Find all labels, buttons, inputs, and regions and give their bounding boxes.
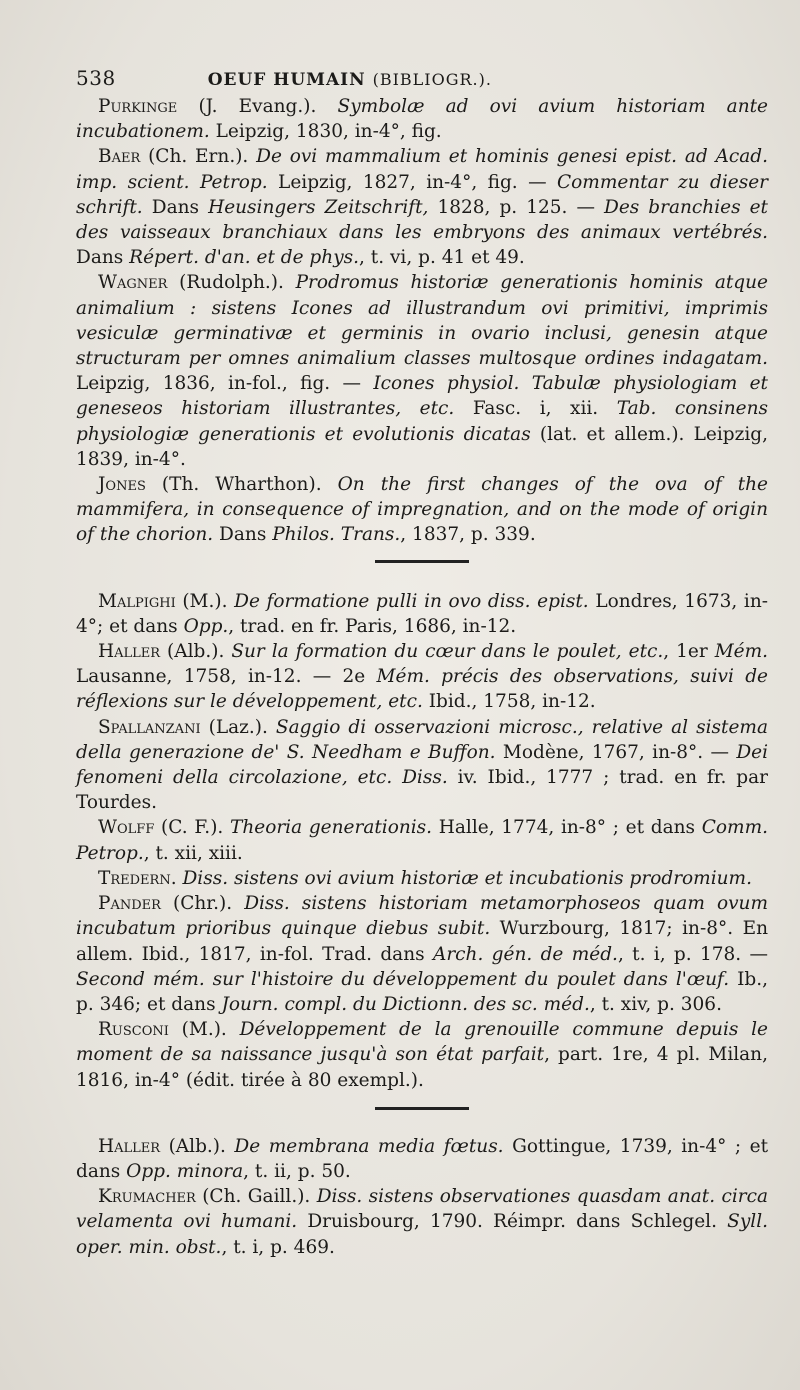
- entry-title: Dei fenomeni della circolazione, etc. Diss.: [76, 741, 769, 789]
- entry-text: (C. F.).: [154, 817, 230, 839]
- entry-title: Arch. gén. de méd.: [432, 943, 618, 965]
- entry-text: (J. Evang.).: [177, 96, 338, 117]
- entry-text: (M.).: [175, 590, 235, 612]
- entry-text: , trad. en fr. Paris, 1686, in-12.: [228, 615, 517, 637]
- entry-text: Ib., p. 346; et dans: [76, 968, 768, 1015]
- entry-text: (Alb.).: [160, 641, 232, 663]
- entry-text: Dans: [76, 247, 130, 269]
- bibliography-entry: [76, 472, 768, 548]
- entry-author: Haller: [98, 1135, 161, 1157]
- running-head-title: OEUF HUMAIN: [207, 70, 366, 90]
- entry-title: Diss. sistens ovi avium historiæ et incubationis prodromium.: [182, 867, 752, 889]
- entry-title: Heusingers Zeitschrift,: [208, 196, 429, 218]
- entry-author: Jones: [98, 474, 146, 496]
- bibliography-section-3: [76, 1134, 768, 1260]
- entry-title: De formatione pulli in ovo diss. epist.: [234, 590, 589, 612]
- entry-author: Tredern: [98, 867, 171, 889]
- entry-text: , t. i, p. 469.: [221, 1236, 335, 1258]
- entry-title: Syll. oper. min. obst.: [76, 1211, 768, 1258]
- entry-text: iv. Ibid., 1777 ; trad. en fr. par Tourdes.: [76, 767, 769, 814]
- entry-text: (Th. Wharthon).: [145, 474, 338, 496]
- entry-author: Wagner: [98, 272, 168, 294]
- page-number: 538: [76, 66, 116, 90]
- entry-author: Purkinge: [98, 96, 178, 117]
- entry-title: Commentar zu dieser schrift.: [76, 171, 768, 218]
- bibliography-section-1: [76, 94, 768, 548]
- entry-text: Leipzig, 1827, in-4°, fig. —: [267, 171, 557, 193]
- entry-title: De membrana media fœtus.: [234, 1135, 504, 1157]
- entry-text: , t. ii, p. 50.: [243, 1160, 351, 1182]
- bibliography-section-2: [76, 589, 768, 1093]
- bibliography-entry: [76, 94, 768, 144]
- entry-text: , part. 1re, 4 pl. Milan, 1816, in-4° (édit. tirée à 80 exempl.).: [76, 1044, 768, 1091]
- entry-text: (M.).: [168, 1019, 240, 1041]
- bibliography-entry: [76, 1184, 768, 1260]
- entry-author: Malpighi: [98, 590, 176, 612]
- entry-text: , 1er: [663, 641, 715, 663]
- entry-text: Modène, 1767, in-8°. —: [495, 741, 737, 763]
- entry-title: Diss. sistens observationes quasdam anat. circa velamenta ovi humani.: [76, 1186, 768, 1233]
- entry-text: Druisbourg, 1790. Réimpr. dans Schlegel.: [297, 1211, 728, 1233]
- bibliography-content: [76, 94, 768, 1260]
- entry-text: Dans: [142, 196, 209, 218]
- entry-text: , t. xii, xiii.: [143, 842, 243, 864]
- bibliography-entry: [76, 144, 768, 270]
- entry-text: Halle, 1774, in-8° ; et dans: [432, 817, 702, 839]
- entry-text: (Rudolph.).: [167, 272, 296, 294]
- entry-text: Wurzbourg, 1817; in-8°. En allem. Ibid., 1817, in-fol. Trad. dans: [76, 918, 768, 965]
- section-divider: [375, 560, 469, 563]
- entry-title: Saggio di osservazioni microsc., relative al sistema della generazione de' S. Needham e Buffon.: [76, 716, 768, 763]
- entry-author: Wolff: [98, 817, 155, 839]
- entry-text: Ibid., 1758, in-12.: [422, 691, 596, 713]
- entry-title: Tab. consinens physiologiæ generationis et evolutionis dicatas: [76, 398, 768, 445]
- entry-text: Dans: [213, 524, 273, 546]
- entry-title: Développement de la grenouille commune depuis le moment de sa naissance jusqu'à son état parfait: [76, 1019, 769, 1066]
- entry-title: Sur la formation du cœur dans le poulet, etc.: [231, 641, 664, 663]
- bibliography-entry: [76, 891, 768, 1017]
- entry-text: Leipzig, 1830, in-4°, fig.: [209, 121, 442, 143]
- entry-text: Fasc. i, xii.: [454, 398, 617, 420]
- entry-title: Prodromus historiæ generationis hominis atque animalium : sistens Icones ad illustrandum ovi primitivi, imprimis vesiculæ germinativæ et germinis in ovario inclusi, genesin atque structuram per omnes animalium classes multosque ordines indagatam.: [76, 272, 768, 370]
- bibliography-entry: [76, 866, 768, 891]
- entry-text: Leipzig, 1836, in-fol., fig. —: [76, 373, 374, 395]
- bibliography-entry: [76, 1017, 768, 1093]
- bibliography-entry: [76, 815, 768, 865]
- page-header: [76, 66, 768, 90]
- entry-author: Spallanzani: [98, 716, 201, 738]
- entry-title: Opp.: [183, 615, 229, 637]
- bibliography-entry: [76, 1134, 768, 1184]
- entry-author: Haller: [98, 641, 161, 663]
- entry-title: Theoria generationis.: [230, 817, 433, 839]
- entry-title: Des branchies et des vaisseaux branchiaux dans les embryons des animaux vertébrés.: [76, 196, 768, 244]
- entry-title: On the first changes of the ova of the mammifera, in consequence of impregnation, and on the mode of origin of the chorion.: [76, 474, 769, 546]
- entry-title: Philos. Trans.: [272, 524, 401, 546]
- entry-text: Londres, 1673, in-4°; et dans: [76, 590, 768, 637]
- entry-text: (lat. et allem.). Leipzig, 1839, in-4°.: [76, 423, 768, 470]
- entry-text: , 1837, p. 339.: [400, 524, 536, 546]
- entry-text: (Ch. Ern.).: [140, 146, 257, 168]
- entry-title: Diss. sistens historiam metamorphoseos quam ovum incubatum prioribus quinque diebus subit.: [76, 893, 768, 940]
- entry-text: (Chr.).: [160, 893, 245, 915]
- entry-title: De ovi mammalium et hominis genesi epist. ad Acad. imp. scient. Petrop.: [76, 146, 768, 193]
- bibliography-entry: [76, 639, 768, 715]
- entry-text: , t. i, p. 178. —: [617, 943, 769, 965]
- entry-title: Symbolæ ad ovi avium historiam ante incubationem.: [76, 96, 768, 143]
- section-divider: [375, 1107, 469, 1110]
- entry-text: 1828, p. 125. —: [428, 196, 604, 218]
- entry-text: Gottingue, 1739, in-4° ; et dans: [76, 1135, 769, 1182]
- entry-text: , t. xiv, p. 306.: [589, 993, 722, 1015]
- entry-title: Répert. d'an. et de phys.: [129, 247, 360, 269]
- entry-title: Second mém. sur l'histoire du développement du poulet dans l'œuf.: [76, 968, 730, 990]
- entry-title: Comm. Petrop.: [76, 817, 769, 864]
- entry-title: Mém. précis des observations, suivi de réflexions sur le développement, etc.: [76, 666, 769, 713]
- entry-text: Lausanne, 1758, in-12. — 2e: [76, 666, 377, 688]
- entry-title: Opp. minora: [126, 1160, 244, 1182]
- entry-author: Pander: [98, 893, 161, 915]
- running-head-suffix: (BIBLIOGR.).: [372, 70, 492, 89]
- entry-text: (Alb.).: [160, 1135, 235, 1157]
- bibliography-entry: [76, 589, 768, 639]
- entry-title: Icones physiol. Tabulæ physiologiam et geneseos historiam illustrantes, etc.: [76, 373, 768, 420]
- bibliography-entry: [76, 715, 768, 816]
- entry-title: Journ. compl. du Dictionn. des sc. méd.: [221, 993, 590, 1015]
- entry-text: , t. vi, p. 41 et 49.: [359, 247, 525, 269]
- running-head: [208, 70, 492, 90]
- entry-text: (Ch. Gaill.).: [195, 1186, 317, 1208]
- entry-author: Baer: [98, 146, 141, 168]
- entry-title: Mém.: [714, 641, 769, 663]
- entry-text: .: [170, 867, 183, 889]
- entry-author: Rusconi: [98, 1019, 169, 1041]
- entry-text: (Laz.).: [200, 716, 276, 738]
- entry-author: Krumacher: [98, 1186, 196, 1208]
- bibliography-entry: [76, 270, 768, 472]
